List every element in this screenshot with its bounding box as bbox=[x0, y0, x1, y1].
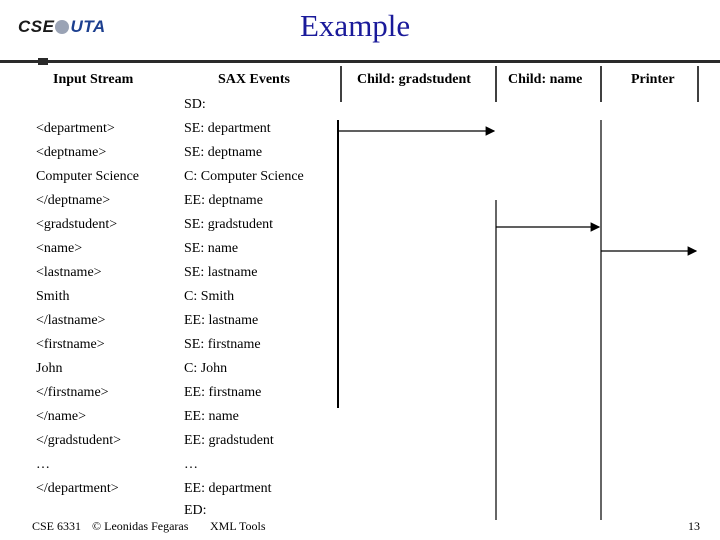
header-child-gradstudent: Child: gradstudent bbox=[357, 72, 471, 87]
sax-event-15: … bbox=[184, 457, 198, 472]
sax-event-11: C: John bbox=[184, 361, 228, 376]
input-token-5: <gradstudent> bbox=[36, 217, 118, 232]
header-child-name: Child: name bbox=[508, 72, 583, 87]
sax-event-1: SE: department bbox=[184, 121, 271, 136]
sax-event-7: SE: lastname bbox=[184, 265, 258, 280]
sax-event-6: SE: name bbox=[184, 241, 239, 256]
input-token-1: <department> bbox=[36, 121, 115, 136]
footer-course: CSE 6331 bbox=[32, 519, 82, 533]
input-token-14: </gradstudent> bbox=[36, 433, 121, 448]
header-input-stream: Input Stream bbox=[53, 72, 134, 87]
footer-page-number: 13 bbox=[688, 519, 700, 533]
input-token-16: </department> bbox=[36, 481, 119, 496]
input-token-6: <name> bbox=[36, 241, 83, 256]
sax-event-5: SE: gradstudent bbox=[184, 217, 274, 232]
sax-event-2: SE: deptname bbox=[184, 145, 263, 160]
sax-event-12: EE: firstname bbox=[184, 385, 262, 400]
slide-title: Example bbox=[300, 8, 411, 43]
sax-event-start: SD: bbox=[184, 97, 206, 112]
footer-topic: XML Tools bbox=[210, 519, 266, 533]
input-token-2: <deptname> bbox=[36, 145, 107, 160]
input-token-8: Smith bbox=[36, 289, 70, 304]
header-printer: Printer bbox=[631, 72, 675, 87]
input-token-10: <firstname> bbox=[36, 337, 105, 352]
header-sax-events: SAX Events bbox=[218, 72, 290, 87]
input-token-3: Computer Science bbox=[36, 169, 140, 184]
sax-event-9: EE: lastname bbox=[184, 313, 259, 328]
input-token-12: </firstname> bbox=[36, 385, 109, 400]
input-token-13: </name> bbox=[36, 409, 86, 424]
logo-text-uta: UTA bbox=[70, 17, 106, 36]
sax-event-16: EE: department bbox=[184, 481, 272, 496]
input-token-11: John bbox=[36, 361, 63, 376]
sax-event-4: EE: deptname bbox=[184, 193, 263, 208]
sax-event-13: EE: name bbox=[184, 409, 239, 424]
footer-author: © Leonidas Fegaras bbox=[92, 519, 189, 533]
input-token-7: <lastname> bbox=[36, 265, 102, 280]
sax-event-3: C: Computer Science bbox=[184, 169, 304, 184]
sax-event-10: SE: firstname bbox=[184, 337, 261, 352]
input-token-9: </lastname> bbox=[36, 313, 106, 328]
sax-event-end: ED: bbox=[184, 503, 207, 518]
sax-event-14: EE: gradstudent bbox=[184, 433, 274, 448]
input-token-4: </deptname> bbox=[36, 193, 111, 208]
sax-event-8: C: Smith bbox=[184, 289, 235, 304]
logo-text-cse: CSE bbox=[18, 17, 55, 36]
input-token-15: … bbox=[36, 457, 50, 472]
